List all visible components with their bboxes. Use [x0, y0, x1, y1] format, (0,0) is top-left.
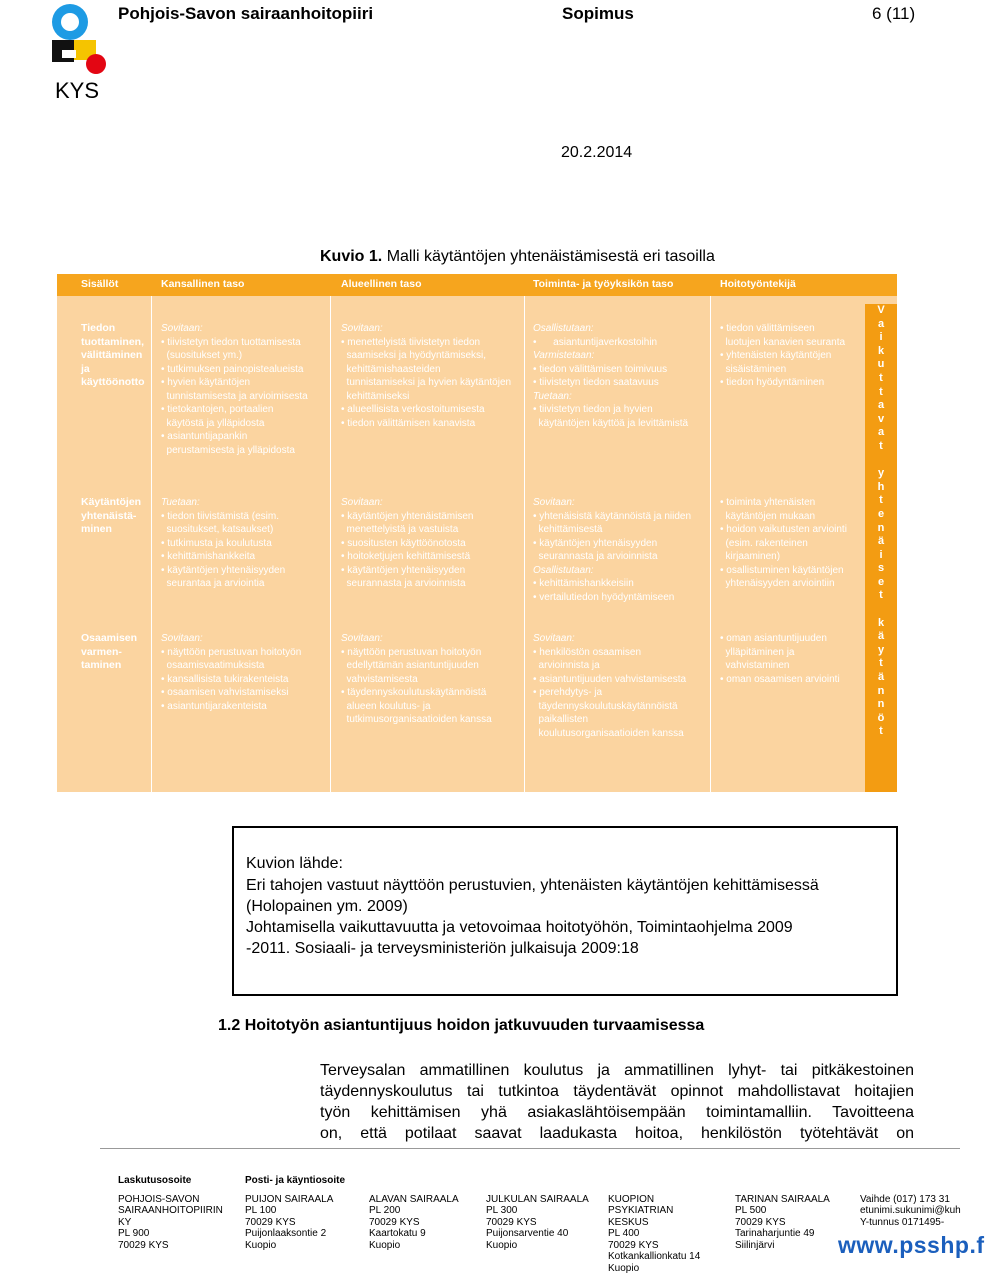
side-banner-letter: t [865, 589, 897, 603]
row-label-line: tuottaminen, [81, 336, 145, 350]
footer-column [608, 1175, 700, 1274]
footer-column [860, 1175, 961, 1228]
footer-line: PSYKIATRIAN [608, 1205, 700, 1217]
source-line: -2011. Sosiaali- ja terveysministeriön julkaisuja 2009:18 [246, 938, 639, 959]
cell-line: • hyvien käytäntöjen [161, 376, 308, 390]
row-label-line: varmen- [81, 646, 137, 660]
side-banner-letter: i [865, 549, 897, 563]
figure-caption [320, 248, 715, 266]
row-label [81, 322, 145, 390]
cell-line: kehittämiseksi [341, 390, 511, 404]
footer-line: ALAVAN SAIRAALA [369, 1194, 459, 1206]
column-header-regional: Alueellinen taso [341, 278, 422, 290]
regional-level-cell [341, 632, 492, 727]
cell-line: perustamisesta ja ylläpidosta [161, 444, 308, 458]
cell-line: edellyttämän asiantuntijuuden [341, 659, 492, 673]
cell-line: Sovitaan: [161, 322, 308, 336]
cell-line: • alueellisista verkostoitumisesta [341, 403, 511, 417]
cell-line: tunnistamisesta ja arvioimisesta [161, 390, 308, 404]
figure-caption-text: Malli käytäntöjen yhtenäistämisestä eri tasoilla [387, 248, 715, 265]
row-label-line: Osaamisen [81, 632, 137, 646]
row-label [81, 496, 141, 537]
footer-line: TARINAN SAIRAALA [735, 1194, 830, 1206]
website-watermark: www.psshp.f [838, 1232, 985, 1259]
section-heading: 1.2 Hoitotyön asiantuntijuus hoidon jatkuvuuden turvaamisessa [218, 1017, 704, 1035]
side-banner-letter: n [865, 522, 897, 536]
cell-line: • tiivistetyn tiedon saatavuus [533, 376, 688, 390]
cell-line: Sovitaan: [161, 632, 301, 646]
footer-line: 70029 KYS [118, 1240, 223, 1252]
footer-line: Kotkankallionkatu 14 [608, 1251, 700, 1263]
side-banner-letter [865, 603, 897, 617]
cell-line: • oman asiantuntijuuden [720, 632, 840, 646]
paragraph-line: työn kehittämisen yhä asiakaslähtöisempään toimintamalliin. Tavoitteena [320, 1102, 914, 1123]
unit-level-cell [533, 322, 688, 430]
side-banner-letter: t [865, 494, 897, 508]
cell-line: • tiedon välittämiseen [720, 322, 845, 336]
side-banner-letter: t [865, 440, 897, 454]
document-type: Sopimus [562, 4, 634, 24]
kys-logo [48, 2, 110, 82]
cell-line: • näyttöön perustuvan hoitotyön [161, 646, 301, 660]
cell-line: • osaamisen vahvistamiseksi [161, 686, 301, 700]
footer-line: 70029 KYS [608, 1240, 700, 1252]
footer-column [735, 1175, 830, 1251]
side-banner-letter: i [865, 331, 897, 345]
cell-line: Sovitaan: [533, 496, 691, 510]
paragraph-line: on, että potilaat saavat laadukasta hoitoa, henkilöstön työtehtävät on [320, 1123, 914, 1144]
cell-line: • asiantuntijapankin [161, 430, 308, 444]
cell-line: seurannasta ja arvioinnista [533, 550, 691, 564]
side-banner-letter: t [865, 372, 897, 386]
cell-line: koulutusorganisaatioiden kanssa [533, 727, 686, 741]
cell-line: käytäntöjen mukaan [720, 510, 847, 524]
side-banner-letter: y [865, 467, 897, 481]
footer-line: 70029 KYS [735, 1217, 830, 1229]
cell-line: kehittämisestä [533, 523, 691, 537]
cell-line: tutkimusorganisaatioiden kanssa [341, 713, 492, 727]
side-banner-letter: k [865, 617, 897, 631]
column-header-national: Kansallinen taso [161, 278, 244, 290]
section-paragraph [320, 1060, 914, 1144]
row-label-line: Tiedon [81, 322, 145, 336]
side-banner-letter: a [865, 318, 897, 332]
row-label-line: Käytäntöjen [81, 496, 141, 510]
side-banner-letter: n [865, 698, 897, 712]
cell-line: täydennyskoulutuskäytännöistä [533, 700, 686, 714]
footer-column-heading [369, 1175, 459, 1187]
side-banner-letter: y [865, 644, 897, 658]
cell-line: yhtenäisyyden arviointiin [720, 577, 847, 591]
cell-line: • kehittämishankkeisiin [533, 577, 691, 591]
cell-line: • henkilöstön osaamisen [533, 646, 686, 660]
cell-line: Osallistutaan: [533, 564, 691, 578]
footer-column [369, 1175, 459, 1251]
cell-line: alueen koulutus- ja [341, 700, 492, 714]
footer-line: Puijonsarventie 40 [486, 1228, 589, 1240]
paragraph-line: täydennyskoulutus tai tutkintoa täydentävät opinnot mahdollistavat hoitajien [320, 1081, 914, 1102]
side-banner-letter: v [865, 413, 897, 427]
row-label-line: minen [81, 523, 141, 537]
cell-line: • näyttöön perustuvan hoitotyön [341, 646, 492, 660]
footer-line: Kuopio [486, 1240, 589, 1252]
row-label-line: yhtenäistä- [81, 510, 141, 524]
footer-line: 70029 KYS [369, 1217, 459, 1229]
column-header-nurse: Hoitotyöntekijä [720, 278, 796, 290]
cell-line: • hoitoketjujen kehittämisestä [341, 550, 473, 564]
row-label [81, 632, 137, 673]
side-banner-letter: n [865, 685, 897, 699]
cell-line: Tuetaan: [161, 496, 285, 510]
cell-line: arvioinnista ja [533, 659, 686, 673]
footer-line: etunimi.sukunimi@kuh [860, 1205, 961, 1217]
source-line: (Holopainen ym. 2009) [246, 896, 408, 917]
footer-column [245, 1175, 345, 1251]
cell-line: suositukset, katsaukset) [161, 523, 285, 537]
cell-line: • vertailutiedon hyödyntämiseen [533, 591, 691, 605]
national-level-cell [161, 322, 308, 457]
nurse-level-cell [720, 322, 845, 390]
footer-line: Tarinaharjuntie 49 [735, 1228, 830, 1240]
cell-line: Sovitaan: [341, 632, 492, 646]
footer-column-heading [735, 1175, 830, 1187]
cell-line: osaamisvaatimuksista [161, 659, 301, 673]
footer-line: Puijonlaaksontie 2 [245, 1228, 345, 1240]
nurse-level-cell [720, 632, 840, 686]
cell-line: Sovitaan: [533, 632, 686, 646]
side-banner-letter: e [865, 508, 897, 522]
footer-line: PL 100 [245, 1205, 345, 1217]
cell-line: • tiedon hyödyntäminen [720, 376, 845, 390]
column-divider [151, 296, 152, 792]
footer-line: PUIJON SAIRAALA [245, 1194, 345, 1206]
cell-line: Tuetaan: [533, 390, 688, 404]
national-level-cell [161, 632, 301, 713]
cell-line: • käytäntöjen yhtenäisyyden [161, 564, 285, 578]
side-banner-letter [865, 454, 897, 468]
cell-line: • tiivistetyn tiedon tuottamisesta [161, 336, 308, 350]
footer-line: PL 300 [486, 1205, 589, 1217]
footer-column-heading: Posti- ja käyntiosoite [245, 1175, 345, 1187]
responsibility-model-table [57, 274, 897, 792]
cell-line: • tiivistetyn tiedon ja hyvien [533, 403, 688, 417]
figure-caption-number: Kuvio 1. [320, 248, 382, 265]
footer-line: KUOPION [608, 1194, 700, 1206]
footer-line: PL 900 [118, 1228, 223, 1240]
row-label-line: välittäminen [81, 349, 145, 363]
footer-column [118, 1175, 223, 1251]
source-label: Kuvion lähde: [246, 853, 343, 874]
footer-column-heading [486, 1175, 589, 1187]
side-banner-letter: a [865, 426, 897, 440]
side-banner-letter: ä [865, 630, 897, 644]
table-header-row [57, 274, 897, 296]
national-level-cell [161, 496, 285, 591]
document-date: 20.2.2014 [561, 144, 632, 162]
cell-line: • toiminta yhtenäisten [720, 496, 847, 510]
cell-line: • asiantuntijaverkostoihin [533, 336, 688, 350]
footer-line: PL 400 [608, 1228, 700, 1240]
side-banner-letter: k [865, 345, 897, 359]
cell-line: • perehdytys- ja [533, 686, 686, 700]
cell-line: paikallisten [533, 713, 686, 727]
side-banner-letter: t [865, 386, 897, 400]
footer-line: 70029 KYS [245, 1217, 345, 1229]
source-line: Eri tahojen vastuut näyttöön perustuvien, yhtenäisten käytäntöjen kehittämisessä [246, 875, 819, 896]
footer-column-heading [860, 1175, 961, 1187]
footer-column [486, 1175, 589, 1251]
side-banner-letter: e [865, 576, 897, 590]
cell-line: • yhtenäisten käytäntöjen [720, 349, 845, 363]
side-banner-letter: ä [865, 671, 897, 685]
cell-line: • käytäntöjen yhtenäistämisen [341, 510, 473, 524]
unit-level-cell [533, 632, 686, 740]
cell-line: käytöstä ja ylläpidosta [161, 417, 308, 431]
regional-level-cell [341, 322, 511, 430]
side-banner-letter: ö [865, 712, 897, 726]
cell-line: • tiedon välittämisen kanavista [341, 417, 511, 431]
cell-line: ylläpitäminen ja [720, 646, 840, 660]
cell-line: menettelyistä ja vastuista [341, 523, 473, 537]
side-banner-letter: ä [865, 535, 897, 549]
footer-line: Vaihde (017) 173 31 [860, 1194, 961, 1206]
footer-line: Kuopio [369, 1240, 459, 1252]
footer-column-heading: Laskutusosoite [118, 1175, 223, 1187]
cell-line: Sovitaan: [341, 496, 473, 510]
column-divider [330, 296, 331, 792]
page-number: 6 (11) [872, 4, 915, 24]
footer-line: KY [118, 1217, 223, 1229]
cell-line: (suositukset ym.) [161, 349, 308, 363]
footer-line: SAIRAANHOITOPIIRIN [118, 1205, 223, 1217]
cell-line: seurantaa ja arviointia [161, 577, 285, 591]
cell-line: • asiantuntijarakenteista [161, 700, 301, 714]
cell-line: • tutkimusta ja koulutusta [161, 537, 285, 551]
cell-line: • täydennyskoulutuskäytännöistä [341, 686, 492, 700]
cell-line: (esim. rakenteinen [720, 537, 847, 551]
side-banner-letter: t [865, 657, 897, 671]
footer-divider [100, 1148, 960, 1149]
cell-line: • tiedon välittämisen toimivuus [533, 363, 688, 377]
cell-line: Osallistutaan: [533, 322, 688, 336]
side-banner-letter: t [865, 725, 897, 739]
footer-line: KESKUS [608, 1217, 700, 1229]
cell-line: luotujen kanavien seuranta [720, 336, 845, 350]
footer-line: PL 200 [369, 1205, 459, 1217]
unit-level-cell [533, 496, 691, 604]
side-banner-letter: V [865, 304, 897, 318]
cell-line: • kansallisista tukirakenteista [161, 673, 301, 687]
cell-line: Varmistetaan: [533, 349, 688, 363]
side-banner-letter: s [865, 562, 897, 576]
cell-line: kirjaaminen) [720, 550, 847, 564]
side-banner-letter: a [865, 399, 897, 413]
cell-line: • oman osaamisen arviointi [720, 673, 840, 687]
footer-line: Siilinjärvi [735, 1240, 830, 1252]
footer-column-heading [608, 1175, 700, 1187]
cell-line: • käytäntöjen yhtenäisyyden [533, 537, 691, 551]
footer-line: PL 500 [735, 1205, 830, 1217]
side-banner [865, 304, 897, 792]
cell-line: • tiedon tiivistämistä (esim. [161, 510, 285, 524]
cell-line: saamiseksi ja hyödyntämiseksi, [341, 349, 511, 363]
cell-line: Sovitaan: [341, 322, 511, 336]
paragraph-line: Terveysalan ammatillinen koulutus ja ammatillinen lyhyt- tai pitkäkestoinen [320, 1060, 914, 1081]
cell-line: • yhtenäisistä käytännöistä ja niiden [533, 510, 691, 524]
side-banner-letter: h [865, 481, 897, 495]
footer-line: Y-tunnus 0171495- [860, 1217, 961, 1229]
cell-line: • osallistuminen käytäntöjen [720, 564, 847, 578]
cell-line: • asiantuntijuuden vahvistamisesta [533, 673, 686, 687]
footer-line: Kuopio [608, 1263, 700, 1274]
side-banner-letter: u [865, 358, 897, 372]
column-divider [524, 296, 525, 792]
figure-source-box [232, 826, 898, 996]
footer-line: Kaartokatu 9 [369, 1228, 459, 1240]
cell-line: • menettelyistä tiivistetyn tiedon [341, 336, 511, 350]
cell-line: • tutkimuksen painopistealueista [161, 363, 308, 377]
cell-line: • käytäntöjen yhtenäisyyden [341, 564, 473, 578]
cell-line: • suositusten käyttöönotosta [341, 537, 473, 551]
cell-line: vahvistamisesta [341, 673, 492, 687]
cell-line: käytäntöjen käyttöä ja levittämistä [533, 417, 688, 431]
row-label-line: ja [81, 363, 145, 377]
source-line: Johtamisella vaikuttavuutta ja vetovoimaa hoitotyöhön, Toimintaohjelma 2009 [246, 917, 793, 938]
regional-level-cell [341, 496, 473, 591]
row-label-line: käyttöönotto [81, 376, 145, 390]
column-header-content: Sisällöt [81, 278, 118, 290]
logo-text: KYS [55, 78, 99, 104]
footer-line: POHJOIS-SAVON [118, 1194, 223, 1206]
column-header-unit: Toiminta- ja työyksikön taso [533, 278, 673, 290]
cell-line: • kehittämishankkeita [161, 550, 285, 564]
footer-line: 70029 KYS [486, 1217, 589, 1229]
cell-line: sisäistäminen [720, 363, 845, 377]
cell-line: • hoidon vaikutusten arviointi [720, 523, 847, 537]
row-label-line: taminen [81, 659, 137, 673]
cell-line: • tietokantojen, portaalien [161, 403, 308, 417]
cell-line: kehittämishaasteiden [341, 363, 511, 377]
footer-line: JULKULAN SAIRAALA [486, 1194, 589, 1206]
cell-line: seurannasta ja arvioinnista [341, 577, 473, 591]
footer-line: Kuopio [245, 1240, 345, 1252]
column-divider [710, 296, 711, 792]
cell-line: tunnistamiseksi ja hyvien käytäntöjen [341, 376, 511, 390]
cell-line: vahvistaminen [720, 659, 840, 673]
organization-name: Pohjois-Savon sairaanhoitopiiri [118, 4, 373, 24]
nurse-level-cell [720, 496, 847, 591]
